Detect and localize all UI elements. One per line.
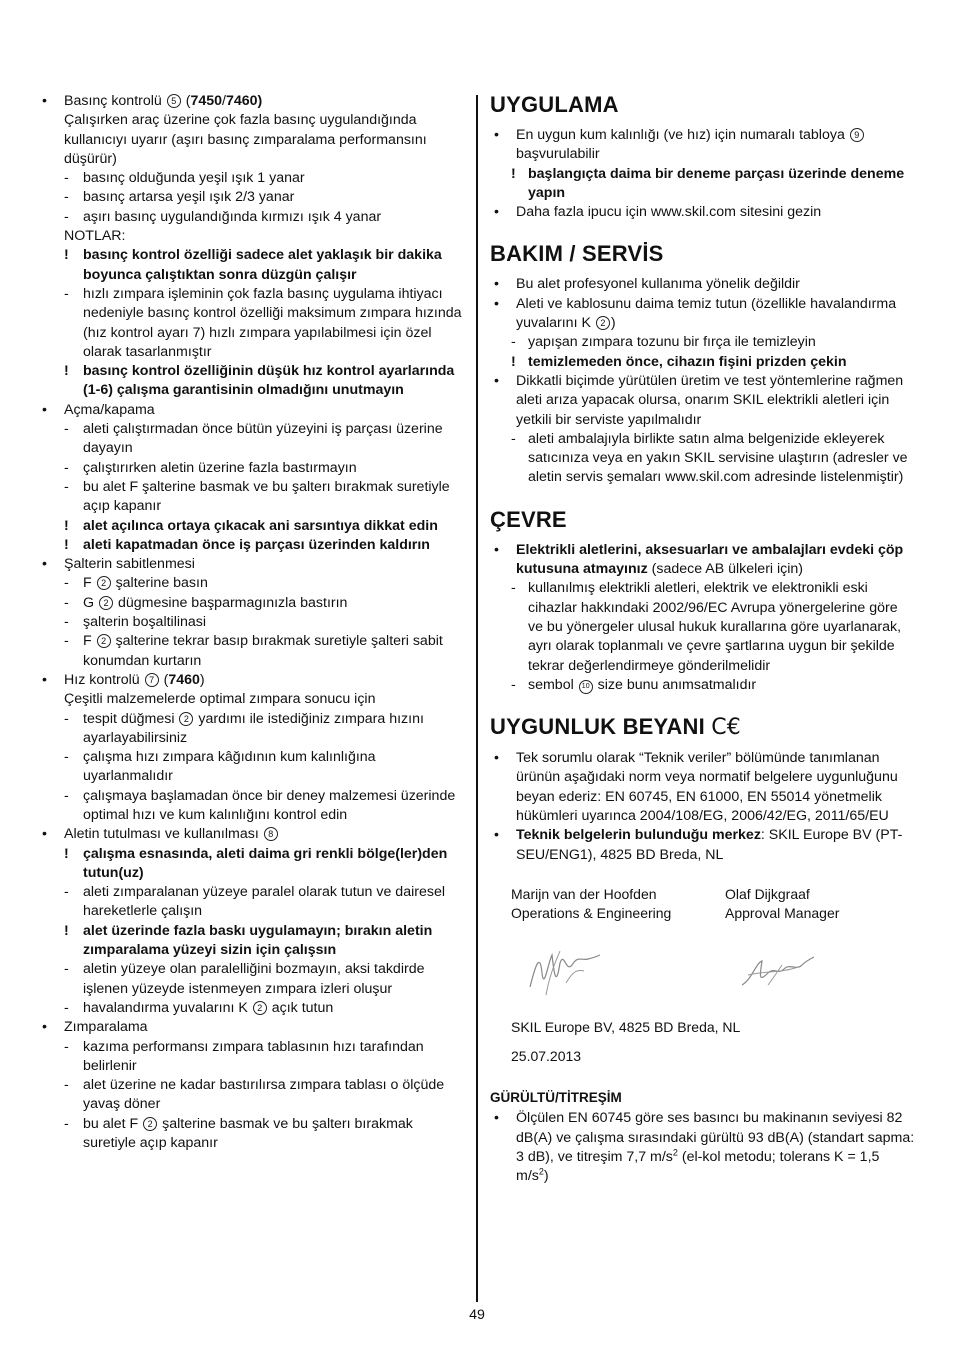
warning-item: ! alet üzerinde fazla baskı uygulamayın; bırakın aletin zımparalama yüzeyi sizin için çalışsın xyxy=(64,922,433,959)
callout-number: 9 xyxy=(850,128,864,142)
list-item: - F 2 şalterine tekrar basıp bırakmak suretiyle şalteri sabit konumdan kurtarın xyxy=(64,633,443,669)
callout-number: 2 xyxy=(596,316,610,330)
warning-item: ! basınç kontrol özelliğinin düşük hız kontrol ayarlarında (1-6) çalışma garantisinin olmadığını unutmayın xyxy=(64,363,455,399)
list-item: - basınç olduğunda yeşil ışık 1 yanar xyxy=(64,170,305,187)
list-item: - çalışmaya başlamadan önce bir deney malzemesi üzerinde optimal hızı ve kum kalınlığını kontrol edin xyxy=(64,787,456,823)
list-item: - yapışan zımpara tozunu bir fırça ile temizleyin xyxy=(511,334,816,351)
list-item: - şalterin boşaltilinasi xyxy=(64,614,207,631)
bullet: • xyxy=(42,93,47,109)
onoff-item: • Açma/kapama xyxy=(42,401,155,418)
list-item: - aletin yüzeye olan paralelliğini bozmayın, aksi takdirde işlenen yüzeyde istenmeyen zımpara izleri oluşur xyxy=(64,961,425,997)
list-item: • Ölçülen EN 60745 göre ses basıncı bu makinanın seviyesi 82 dB(A) ve çalışma sırasındaki gürültü 93 dB(A) (standart sapma: 3 dB), ve titreşim 7,7 $m/s^2$ (el-kol metodu; tolerans K = 1,5 $m/s^2$) xyxy=(494,1110,915,1185)
callout-number: 2 xyxy=(179,712,193,726)
section-heading: BAKIM / SERVİS xyxy=(490,241,664,267)
list-item: • Tek sorumlu olarak “Teknik veriler” bölümünde tanımlanan ürünün aşağıdaki norm veya normatif belgelere uygunluğunu beyan ederiz: EN 60745, EN 61000, EN 55014 yönetmelik hükümleri uyarınca 2004/108/EG, 2006/42/EG, 2011/65/EU xyxy=(494,750,898,825)
warning-item: ! alet açılınca ortaya çıkacak ani sarsıntıya dikkat edin xyxy=(64,517,438,534)
list-item: - bu alet F şalterine basmak ve bu şalterı bırakmak suretiyle açıp kapanır xyxy=(64,478,450,515)
callout-number: 2 xyxy=(97,634,111,648)
callout-number: 2 xyxy=(253,1001,267,1015)
list-item: - aleti zımparalanan yüzeye paralel olarak tutun ve dairesel hareketlerle çalışın xyxy=(64,884,445,920)
company-address: SKIL Europe BV, 4825 BD Breda, NL xyxy=(511,1018,741,1035)
warning-item: ! aleti kapatmadan önce iş parçası üzerinden kaldırın xyxy=(64,536,430,553)
list-item: - tespit düğmesi 2 yardımı ile istediğiniz zımpara hızını ayarlayabilirsiniz xyxy=(64,710,424,746)
callout-number: 2 xyxy=(99,596,113,610)
noise-section xyxy=(490,1088,915,1186)
section-heading: UYGUNLUK BEYANI C€ xyxy=(490,714,741,741)
list-item: - F 2 şalterine basın xyxy=(64,575,208,592)
section-heading: UYGULAMA xyxy=(490,92,619,117)
pressure-description: Çalışırken araç üzerine çok fazla basınç uygulandığında kullanıcıyı uyarır (aşırı basınç zımparalama performansını düşürür) xyxy=(64,112,427,167)
signature-block xyxy=(490,885,915,1075)
notes-label: NOTLAR: xyxy=(64,228,126,245)
list-item: - kullanılmış elektrikli aletleri, elektrik ve elektronikli eski cihazlar hakkındaki 2002/96/EC Avrupa yönergelerine göre ve bu yönergeler ulusal hukuk kurallarına göre uyarlanarak, ayrı olarak toplanmalı ve çevre şartlarına uygun bir şekilde tekrar değerlendirmeye gönderilmelidir xyxy=(511,580,902,674)
holding-item: • Aletin tutulması ve kullanılması 8 xyxy=(38,825,466,844)
list-item: • Dikkatli biçimde yürütülen üretim ve test yöntemlerine rağmen aleti arıza yapacak olursa, onarım SKIL elektrikli aletleri için yetkili bir serviste yapılmalıdır xyxy=(494,372,904,428)
callout-number: 7 xyxy=(145,673,159,687)
callout-number: 10 xyxy=(579,680,593,694)
section-subheading: GÜRÜLTÜ/TİTREŞİM xyxy=(490,1089,622,1105)
signatory-1: Marijn van der Hoofden Operations & Engineering xyxy=(511,885,672,922)
switch-lock-item: • Şalterin sabitlenmesi xyxy=(42,556,195,573)
list-item: - G 2 dügmesine başparmagınızla bastırın xyxy=(64,594,348,611)
list-item: • Bu alet profesyonel kullanıma yönelik değildir xyxy=(494,276,800,293)
list-item: • Teknik belgelerin bulunduğu merkez: SKIL Europe BV (PT-SEU/ENG1), 4825 BD Breda, NL xyxy=(494,827,903,863)
list-item: - sembol 10 size bunu anımsatmalıdır xyxy=(511,676,757,693)
list-item: - bu alet F 2 şalterine basmak ve bu şalterı bırakmak suretiyle açıp kapanır xyxy=(64,1115,413,1152)
warning-item: ! temizlemeden önce, cihazın fişini prizden çekin xyxy=(511,353,847,370)
declaration-date: 25.07.2013 xyxy=(511,1047,582,1064)
pressure-control-item: • Basınç kontrolü 5 (7450/7460) Çalışırken araç üzerine çok fazla basınç uygulandığında kullanıcıyı uyarır (aşırı basınç zımparalama performansını düşürür) xyxy=(38,92,466,169)
sanding-item: • Zımparalama xyxy=(42,1019,148,1036)
list-item: • Daha fazla ipucu için www.skil.com sitesini gezin xyxy=(494,204,822,221)
list-item: • En uygun kum kalınlığı (ve hız) için numaralı tabloya 9 başvurulabilir xyxy=(490,126,915,165)
list-item: - çalışma hızı zımpara kâğıdının kum kalınlığına uyarlanmalıdır xyxy=(64,749,376,785)
signatory-2: Olaf Dijkgraaf Approval Manager xyxy=(725,885,840,922)
environment-section xyxy=(490,507,915,695)
right-column xyxy=(490,92,915,1186)
list-item: - kazıma performansı zımpara tablasının hızı tarafından belirlenir xyxy=(64,1038,424,1074)
maintenance-section xyxy=(490,241,915,487)
signature-1-image xyxy=(526,943,606,1001)
signature-2-image xyxy=(738,951,818,995)
list-item: - aşırı basınç uygulandığında kırmızı ışık 4 yanar xyxy=(64,208,382,225)
callout-number: 2 xyxy=(143,1117,157,1131)
list-item: - aleti ambalajıyla birlikte satın alma belgenizide ekleyerek satıcınıza veya en yakın SKIL servisine ulaştırın (adresler ve aletin servis şemaları www.skil.com adresinde listelenmiştir) xyxy=(511,430,908,486)
list-item: • Aleti ve kablosunu daima temiz tutun (özellikle havalandırma yuvalarını K 2 ) xyxy=(494,295,897,332)
warning-item: ! başlangıçta daima bir deneme parçası üzerinde deneme yapın xyxy=(511,165,905,201)
callout-number: 5 xyxy=(167,94,181,108)
column-divider xyxy=(476,95,478,1302)
warning-item: ! çalışma esnasında, aleti daima gri renkli bölge(ler)den tutun(uz) xyxy=(64,845,448,881)
callout-number: 2 xyxy=(97,576,111,590)
ce-mark-icon: C€ xyxy=(711,715,741,741)
page-number: 49 xyxy=(469,1307,485,1323)
list-item: • Elektrikli aletlerini, aksesuarları ve ambalajları evdeki çöp kutusuna atmayınız (sadece AB ülkeleri için) xyxy=(494,541,904,578)
list-item: - aleti çalıştırmadan önce bütün yüzeyini iş parçası üzerine dayayın xyxy=(64,421,443,457)
warning-item: ! basınç kontrol özelliği sadece alet yaklaşık bir dakika boyunca çalıştıktan sonra düzgün çalışır xyxy=(64,247,442,283)
list-item: - basınç artarsa yeşil ışık 2/3 yanar xyxy=(64,189,295,206)
callout-number: 8 xyxy=(264,827,278,841)
conformity-section xyxy=(490,714,915,1075)
speed-control-item: • Hız kontrolü 7 (7460) Çeşitli malzemelerde optimal zımpara sonucu için xyxy=(42,671,376,708)
section-heading: ÇEVRE xyxy=(490,506,567,532)
list-item: - havalandırma yuvalarını K 2 açık tutun xyxy=(64,999,334,1016)
list-item: - çalıştırırken aletin üzerine fazla bastırmayın xyxy=(64,459,357,476)
list-item: - alet üzerine ne kadar bastırılırsa zımpara tablası o ölçüde yavaş döner xyxy=(64,1077,445,1113)
application-section xyxy=(490,92,915,222)
list-item: - hızlı zımpara işleminin çok fazla basınç uygulama ihtiyacı nedeniyle basınç kontrol özelliği maksimum zımpara hızında (hız kontrol ayarı 7) hızlı zımpara yapılabilmesi için özel olarak tasarlanmıştır xyxy=(64,285,462,360)
left-column xyxy=(38,92,466,1153)
